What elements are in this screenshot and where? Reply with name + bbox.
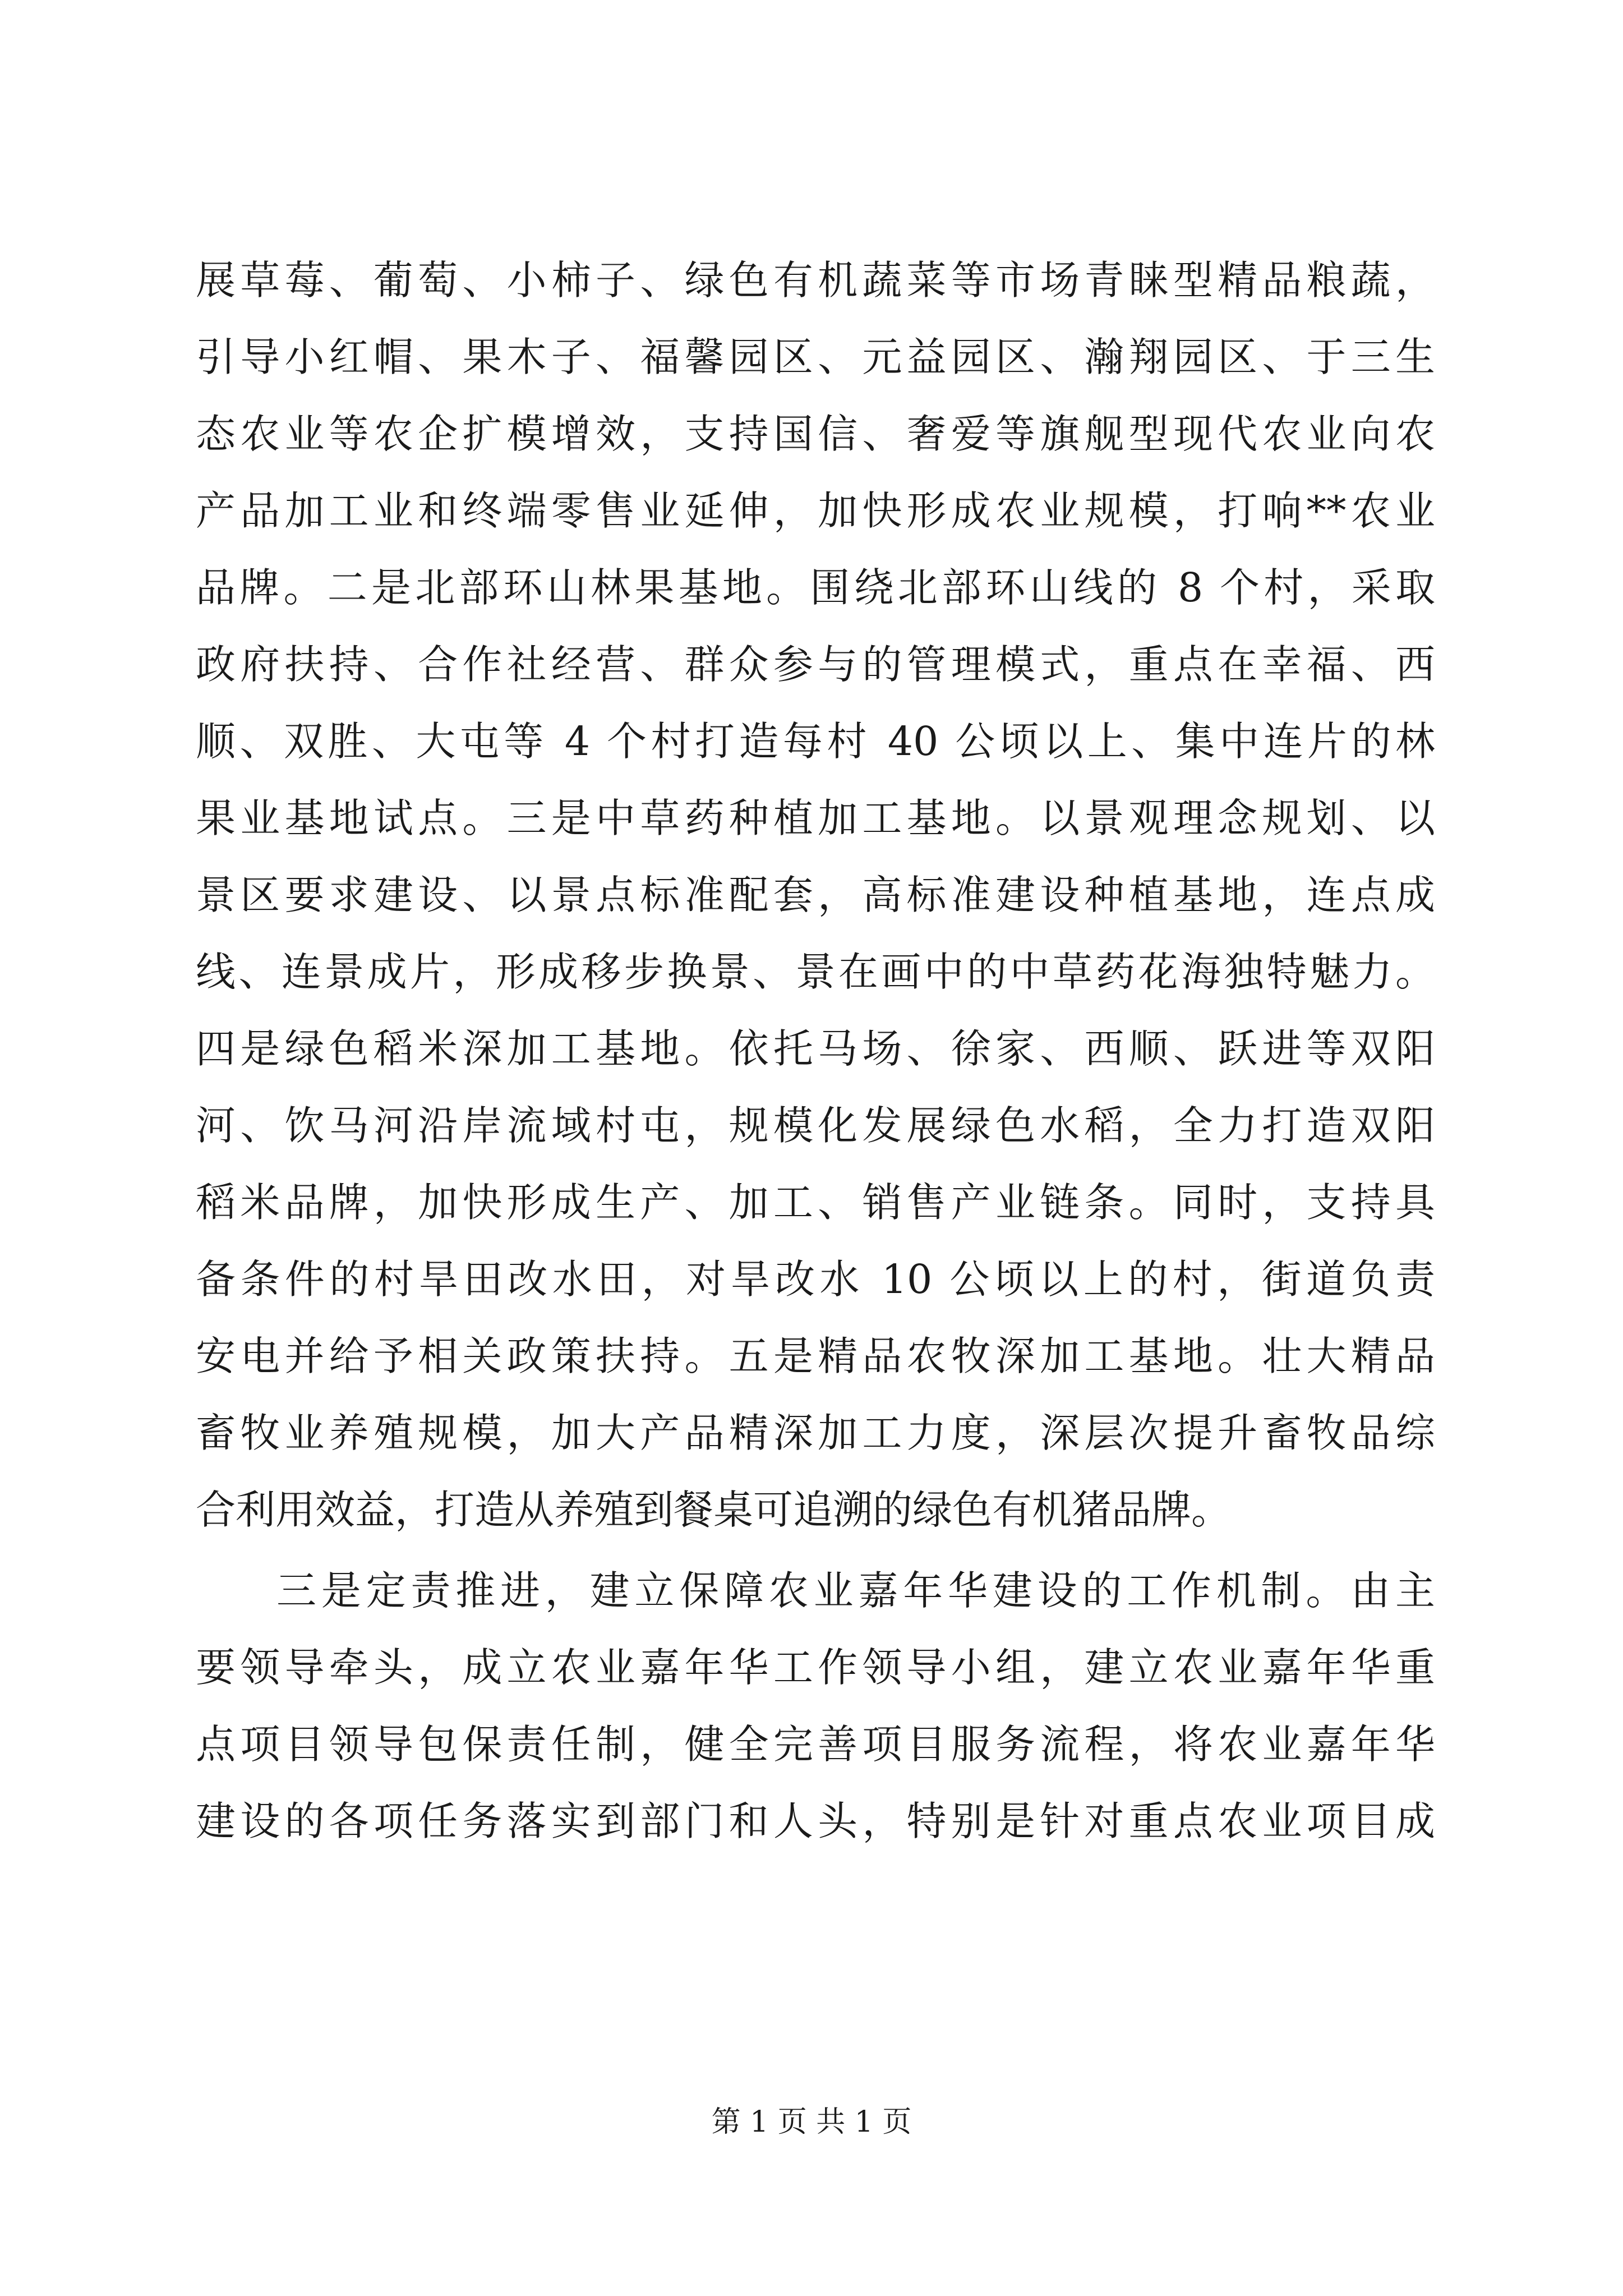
body-text-line: 产品加工业和终端零售业延伸，加快形成农业规模，打响**农业 [196, 487, 1435, 534]
body-text-line: 态农业等农企扩模增效，支持国信、奢爱等旗舰型现代农业向农 [196, 411, 1435, 457]
body-text-line: 品牌。二是北部环山林果基地。围绕北部环山线的 8 个村，采取 [196, 564, 1435, 611]
body-text-line: 景区要求建设、以景点标准配套，高标准建设种植基地，连点成 [196, 872, 1435, 918]
body-text-line: 点项目领导包保责任制，健全完善项目服务流程，将农业嘉年华 [196, 1721, 1435, 1768]
body-text-line: 展草莓、葡萄、小柿子、绿色有机蔬菜等市场青睐型精品粮蔬， [196, 257, 1435, 303]
body-text-line: 河、饮马河沿岸流域村屯，规模化发展绿色水稻，全力打造双阳 [196, 1102, 1435, 1149]
body-text-line: 线、连景成片，形成移步换景、景在画中的中草药花海独特魅力。 [196, 949, 1435, 995]
paragraph-first-line: 三是定责推进，建立保障农业嘉年华建设的工作机制。由主 [276, 1567, 1435, 1614]
body-text-line: 安电并给予相关政策扶持。五是精品农牧深加工基地。壮大精品 [196, 1333, 1435, 1379]
paragraph-end-line: 合利用效益，打造从养殖到餐桌可追溯的绿色有机猪品牌。 [196, 1487, 1232, 1533]
body-text-line: 建设的各项任务落实到部门和人头，特别是针对重点农业项目成 [196, 1798, 1435, 1844]
body-text-line: 要领导牵头，成立农业嘉年华工作领导小组，建立农业嘉年华重 [196, 1644, 1435, 1691]
body-text-line: 畜牧业养殖规模，加大产品精深加工力度，深层次提升畜牧品综 [196, 1410, 1435, 1456]
body-text-line: 引导小红帽、果木子、福馨园区、元益园区、瀚翔园区、于三生 [196, 334, 1435, 380]
body-text-line: 政府扶持、合作社经营、群众参与的管理模式，重点在幸福、西 [196, 641, 1435, 688]
body-text-line: 顺、双胜、大屯等 4 个村打造每村 40 公顷以上、集中连片的林 [196, 718, 1435, 765]
body-text-line: 果业基地试点。三是中草药种植加工基地。以景观理念规划、以 [196, 795, 1435, 841]
body-text-line: 备条件的村旱田改水田，对旱改水 10 公顷以上的村，街道负责 [196, 1256, 1435, 1303]
page-number-footer: 第 1 页 共 1 页 [711, 2105, 912, 2139]
body-text-line: 四是绿色稻米深加工基地。依托马场、徐家、西顺、跃进等双阳 [196, 1025, 1435, 1072]
body-text-line: 稻米品牌，加快形成生产、加工、销售产业链条。同时，支持具 [196, 1179, 1435, 1226]
